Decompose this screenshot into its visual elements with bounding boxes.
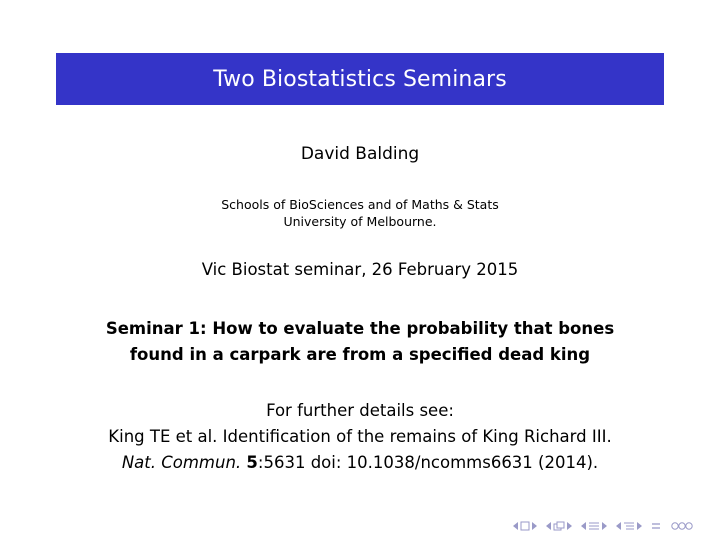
nav-left-arrow-icon[interactable] (546, 522, 551, 530)
nav-subsection-icon[interactable] (553, 521, 565, 531)
event-date: Vic Biostat seminar, 26 February 2015 (201, 260, 519, 279)
seminar-title-line-2: found in a carpark are from a specified dead king (129, 345, 591, 364)
reference-line-2 (0, 450, 720, 476)
reference-details: :5631 doi: 10.1038/ncomms6631 (2014). (257, 453, 599, 472)
nav-section-group[interactable] (581, 521, 607, 531)
details-intro: For further details see: (266, 401, 454, 420)
beamer-navigation (513, 519, 700, 533)
nav-search-group[interactable] (670, 521, 694, 531)
affiliation (0, 196, 720, 230)
author: David Balding (300, 144, 420, 164)
nav-frame-group[interactable] (513, 521, 537, 531)
slide-title-bar (56, 53, 664, 105)
nav-right-arrow-icon[interactable] (567, 522, 572, 530)
affiliation-line-2: University of Melbourne. (283, 214, 437, 229)
nav-left-arrow-icon[interactable] (581, 522, 586, 530)
nav-document-group[interactable] (616, 521, 642, 531)
nav-align-group[interactable] (651, 521, 661, 531)
nav-left-arrow-icon[interactable] (616, 522, 621, 530)
nav-left-arrow-icon[interactable] (513, 522, 518, 530)
nav-align-icon[interactable] (651, 521, 661, 531)
affiliation-line-1: Schools of BioSciences and of Maths & Stats (221, 197, 499, 212)
nav-right-arrow-icon[interactable] (532, 522, 537, 530)
slide-title: Two Biostatistics Seminars (213, 66, 507, 92)
reference-volume: 5 (246, 453, 258, 472)
nav-section-icon[interactable] (588, 521, 600, 531)
reference-block (0, 398, 720, 476)
reference-line-1: King TE et al. Identification of the remains of King Richard III. (108, 427, 612, 446)
nav-document-icon[interactable] (623, 521, 635, 531)
nav-right-arrow-icon[interactable] (637, 522, 642, 530)
seminar-title (0, 316, 720, 368)
nav-search-icon[interactable] (670, 521, 694, 531)
reference-journal: Nat. Commun. (121, 453, 242, 472)
seminar-title-line-1: Seminar 1: How to evaluate the probability that bones (105, 319, 615, 338)
nav-frame-icon[interactable] (520, 521, 530, 531)
nav-subsection-group[interactable] (546, 521, 572, 531)
nav-right-arrow-icon[interactable] (602, 522, 607, 530)
